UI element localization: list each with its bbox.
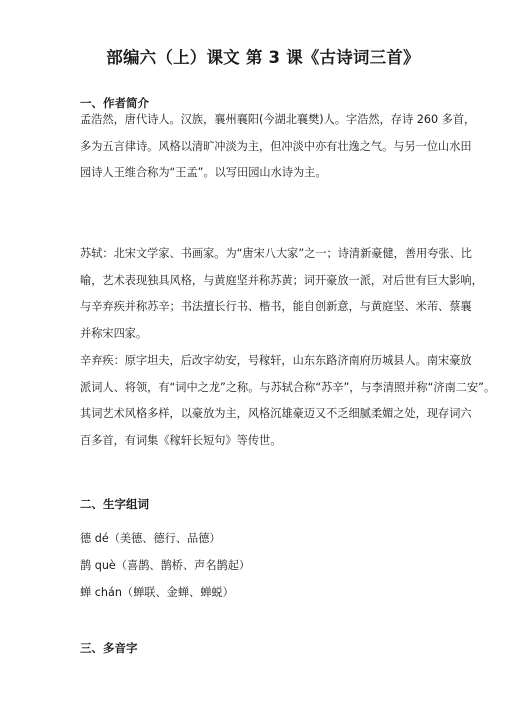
paragraph-line: 园诗人王维合称为“王孟”。以写田园山水诗为主。 xyxy=(80,166,327,179)
paragraph-line: 辛弃疾：原字坦夫，后改字幼安，号稼轩，山东东路济南府历城县人。南宋豪放 xyxy=(80,354,472,367)
page-title: 部编六（上）课文 第 3 课《古诗词三首》 xyxy=(106,48,420,67)
section-heading-author-intro: 一、作者简介 xyxy=(80,96,149,110)
paragraph-line: 与辛弃疾并称苏辛；书法擅长行书、楷书，能自创新意，与黄庭坚、米芾、蔡襄 xyxy=(80,300,472,313)
author-bio-meng-haoran xyxy=(80,107,476,187)
author-bio-xin-qiji xyxy=(80,348,496,454)
paragraph-line: 百多首，有词集《稼轩长短句》等传世。 xyxy=(80,433,282,447)
paragraph-line: 多为五言律诗。风格以清旷冲淡为主，但冲淡中亦有壮逸之气。与另一位山水田 xyxy=(80,139,472,153)
section-heading-polyphonic: 三、多音字 xyxy=(80,641,138,655)
vocab-item-chan: 蝉 chán（蝉联、金蝉、蝉蜕） xyxy=(80,586,234,599)
paragraph-line: 苏轼：北宋文学家、书画家。为“唐宋八大家”之一；诗清新豪健，善用夸张、比 xyxy=(80,247,472,260)
section-heading-vocabulary: 二、生字组词 xyxy=(80,497,149,511)
paragraph-line: 喻，艺术表现独具风格，与黄庭坚并称苏黄；词开豪放一派，对后世有巨大影响， xyxy=(80,273,483,287)
paragraph-line: 孟浩然，唐代诗人。汉族，襄州襄阳(今湖北襄樊)人。字浩然，存诗 260 多首， xyxy=(80,113,476,126)
paragraph-line: 其词艺术风格多样，以豪放为主，风格沉雄豪迈又不乏细腻柔媚之处，现存词六 xyxy=(80,407,472,420)
vocab-item-de: 德 dé（美德、德行、品德） xyxy=(80,532,221,545)
paragraph-line: 并称宋四家。 xyxy=(80,326,148,340)
author-bio-su-shi xyxy=(80,241,483,347)
paragraph-line: 派词人、将领，有“词中之龙”之称。与苏轼合称“苏辛”，与李清照并称“济南二安”。 xyxy=(80,380,496,394)
vocab-item-que: 鹊 què（喜鹊、鹊桥、声名鹊起） xyxy=(80,559,251,572)
